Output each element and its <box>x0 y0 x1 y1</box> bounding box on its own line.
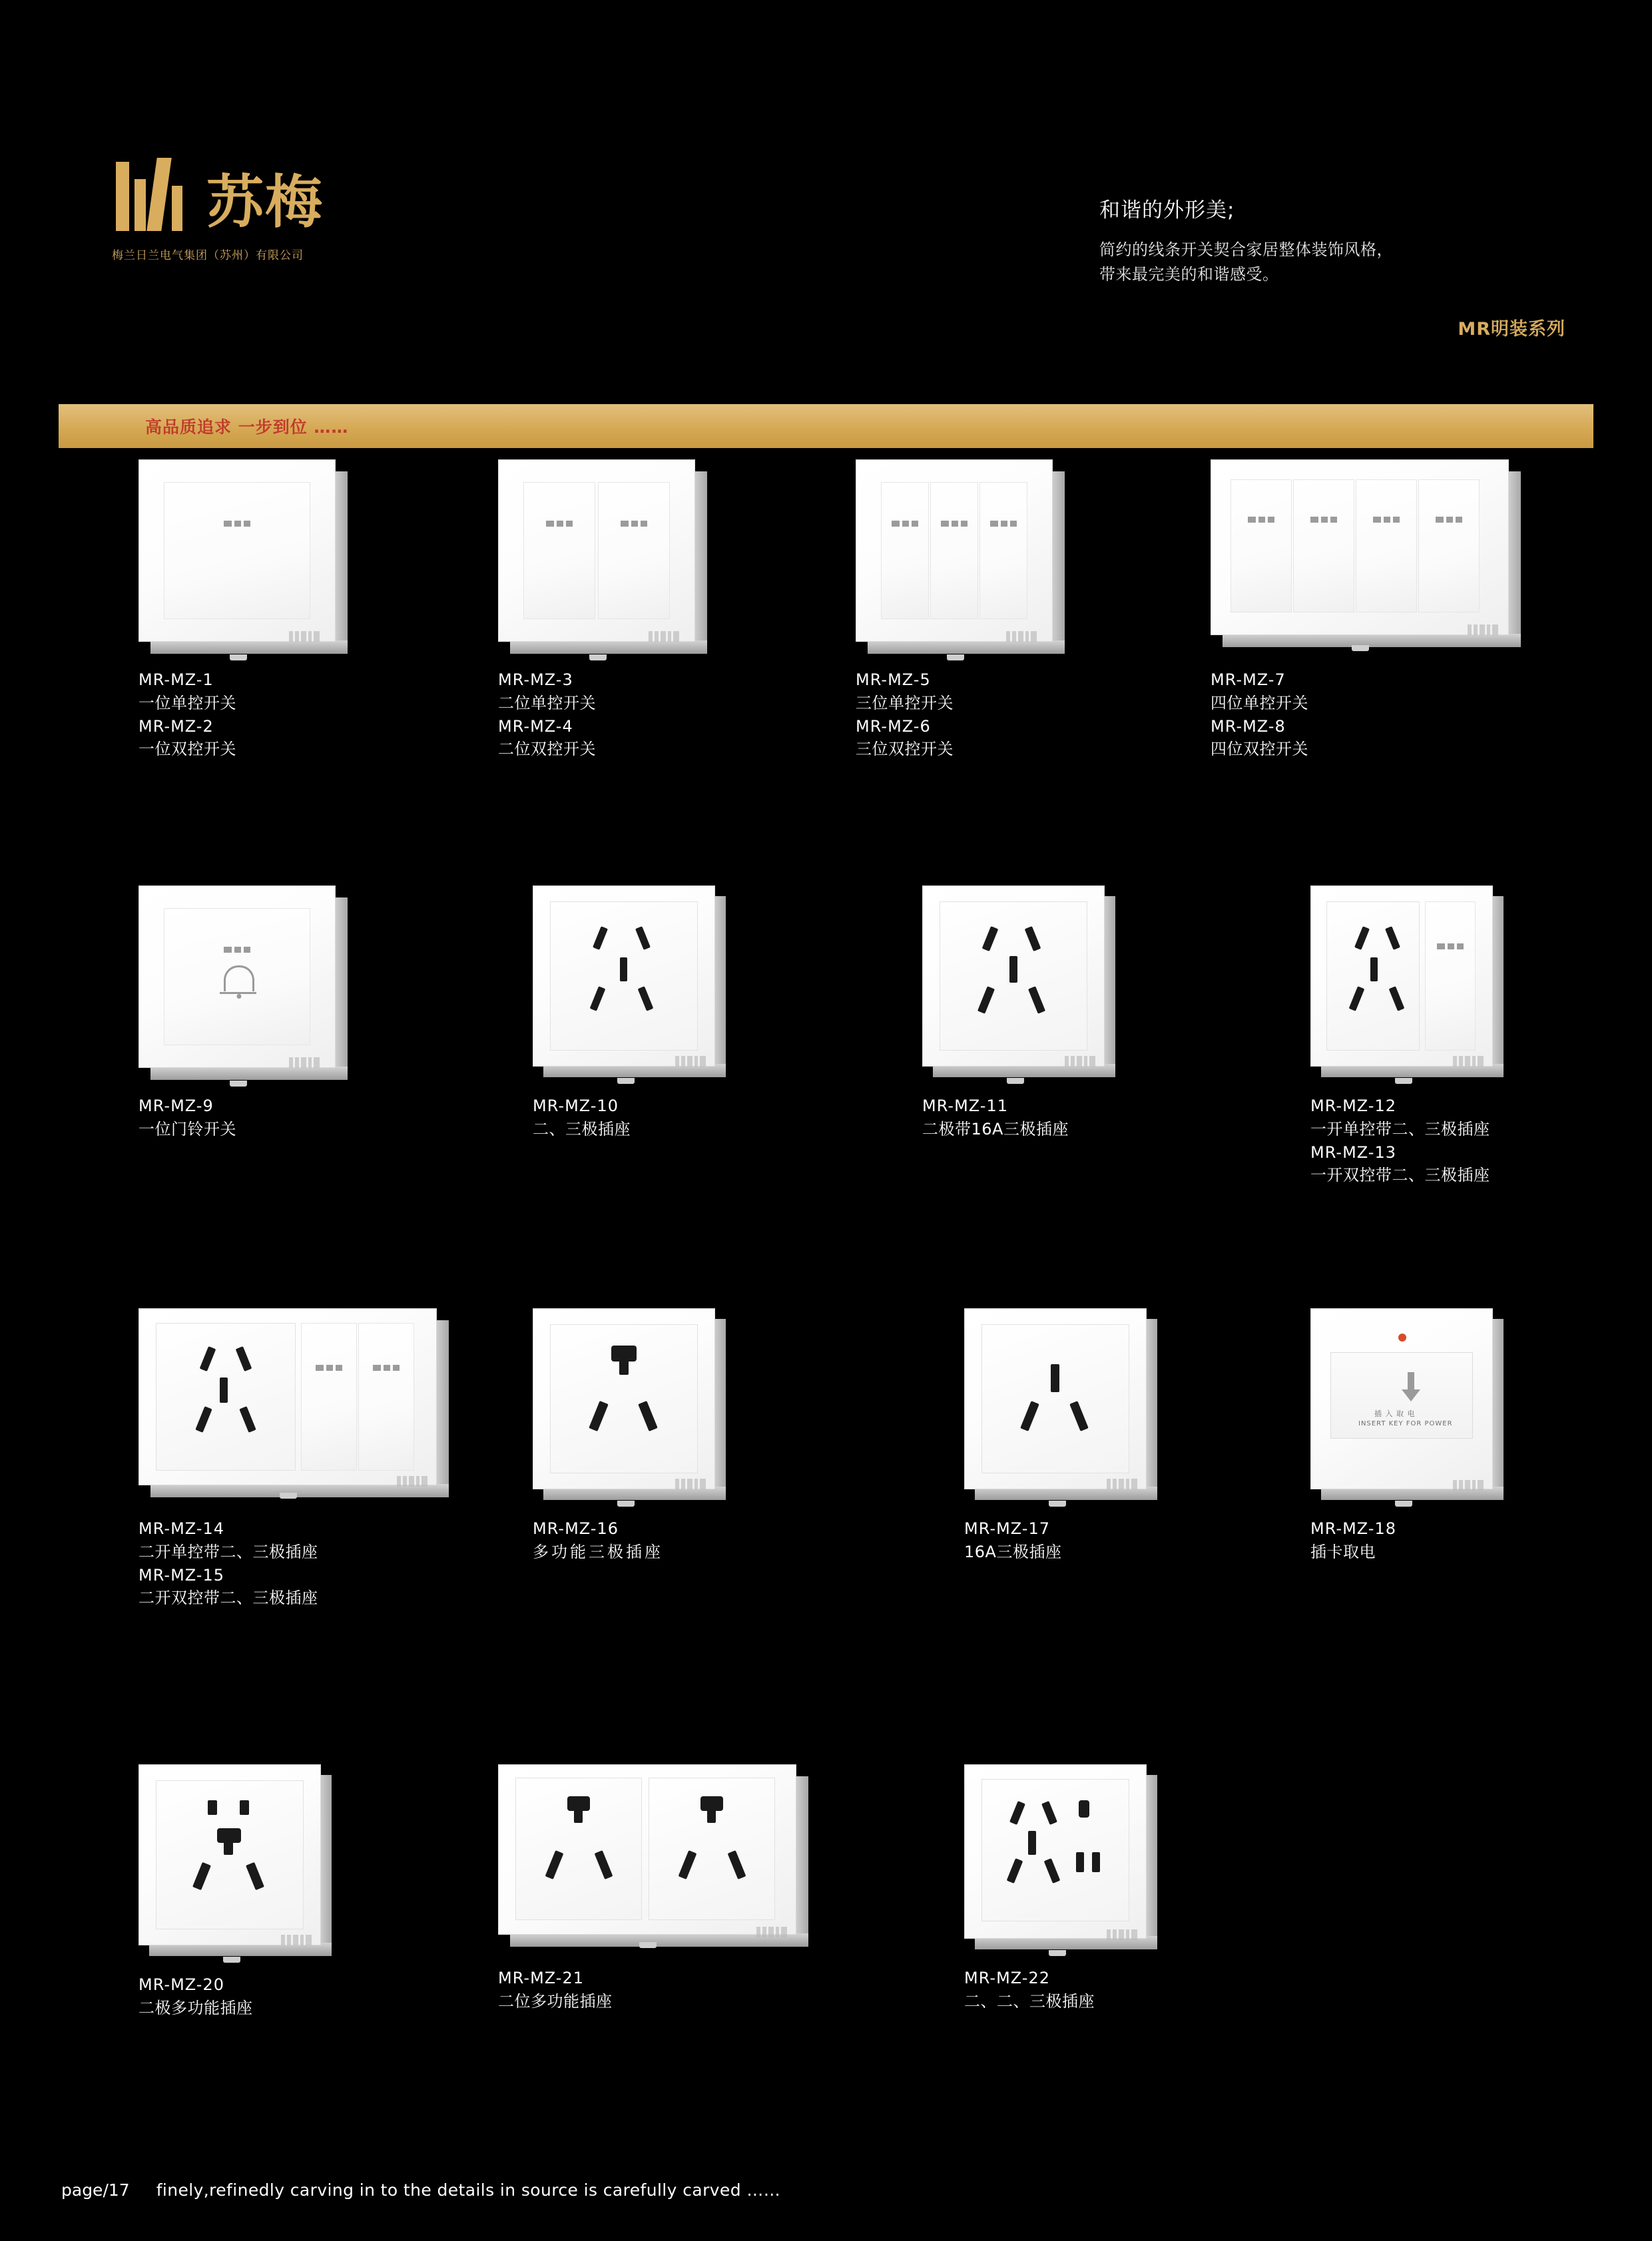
header-title: 和谐的外形美; <box>1099 198 1235 222</box>
model-desc: 一位门铃开关 <box>138 1119 236 1138</box>
product-caption <box>856 668 1069 761</box>
product-image <box>498 459 711 659</box>
footer-tagline: finely,refinedly carving in to the details in source is carefully carved …… <box>156 2180 781 2200</box>
model-code: MR-MZ-6 <box>856 716 931 736</box>
model-code: MR-MZ-3 <box>498 670 573 689</box>
product-row-1 <box>0 459 1652 885</box>
model-desc: 二位单控开关 <box>498 693 596 712</box>
product-caption <box>138 1973 338 2020</box>
product-card[interactable] <box>856 459 1069 761</box>
product-caption <box>964 1517 1164 1564</box>
product-card[interactable] <box>964 1764 1164 2013</box>
model-desc: 多功能三极插座 <box>533 1542 663 1561</box>
product-card[interactable] <box>533 1308 732 1564</box>
product-image <box>138 1764 338 1964</box>
product-card[interactable] <box>498 459 711 761</box>
product-caption <box>138 668 352 761</box>
product-caption <box>1310 1517 1510 1564</box>
product-image <box>922 885 1122 1085</box>
series-label: MR明装系列 <box>1458 319 1565 340</box>
product-image <box>1310 885 1510 1085</box>
product-card[interactable] <box>964 1308 1164 1564</box>
model-code: MR-MZ-22 <box>964 1969 1050 1987</box>
header-copy <box>1099 193 1565 287</box>
model-code: MR-MZ-15 <box>138 1565 224 1585</box>
product-caption <box>964 1967 1164 2013</box>
product-image <box>138 459 352 659</box>
product-image <box>533 885 732 1085</box>
model-code: MR-MZ-8 <box>1211 716 1286 736</box>
model-code: MR-MZ-7 <box>1211 670 1286 689</box>
model-desc: 三位单控开关 <box>856 693 954 712</box>
model-desc: 二开双控带二、三极插座 <box>138 1589 318 1608</box>
model-desc: 二、三极插座 <box>533 1119 631 1138</box>
model-code: MR-MZ-13 <box>1310 1142 1396 1162</box>
product-caption <box>922 1095 1122 1141</box>
product-caption <box>533 1095 732 1141</box>
model-desc: 二极多功能插座 <box>138 1998 253 2017</box>
model-desc: 插卡取电 <box>1310 1542 1376 1561</box>
header-line-1: 简约的线条开关契合家居整体装饰风格， <box>1099 240 1393 259</box>
page-header <box>0 0 1652 386</box>
product-caption <box>533 1517 732 1564</box>
model-code: MR-MZ-18 <box>1310 1519 1396 1538</box>
product-card[interactable] <box>922 885 1122 1141</box>
product-image <box>138 885 352 1085</box>
product-card[interactable] <box>1310 1308 1510 1564</box>
product-card[interactable] <box>1310 885 1510 1187</box>
header-line-2: 带来最完美的和谐感受。 <box>1099 265 1279 284</box>
product-caption <box>498 1967 818 2013</box>
model-code: MR-MZ-20 <box>138 1975 224 1994</box>
model-code: MR-MZ-4 <box>498 716 573 736</box>
product-image <box>1310 1308 1510 1508</box>
product-caption <box>498 668 711 761</box>
model-desc: 一开单控带二、三极插座 <box>1310 1119 1490 1138</box>
model-code: MR-MZ-12 <box>1310 1097 1396 1115</box>
model-code: MR-MZ-1 <box>138 670 214 689</box>
model-code: MR-MZ-11 <box>922 1097 1008 1115</box>
product-card[interactable] <box>138 885 352 1141</box>
product-caption <box>138 1095 352 1141</box>
product-image <box>533 1308 732 1508</box>
slogan-bar <box>59 404 1593 448</box>
slogan-text: 高品质追求 一步到位 …… <box>145 417 349 437</box>
company-name: 梅兰日兰电气集团（苏州）有限公司 <box>112 249 304 262</box>
product-caption <box>138 1517 458 1610</box>
model-desc: 二极带16A三极插座 <box>922 1119 1069 1138</box>
product-image <box>964 1308 1164 1508</box>
model-code: MR-MZ-10 <box>533 1097 619 1115</box>
logo-mark-icon <box>112 156 192 234</box>
model-code: MR-MZ-21 <box>498 1969 584 1987</box>
model-desc: 二、二、三极插座 <box>964 1991 1095 2011</box>
product-card[interactable] <box>498 1764 818 2013</box>
page-footer <box>0 2115 1652 2241</box>
model-desc: 16A三极插座 <box>964 1542 1062 1561</box>
product-image <box>138 1308 458 1508</box>
product-caption <box>1211 668 1530 761</box>
product-caption <box>1310 1095 1510 1187</box>
product-row-3 <box>0 1308 1652 1748</box>
slot-label-en: INSERT KEY FOR POWER <box>1358 1420 1453 1427</box>
product-image <box>1211 459 1530 659</box>
brand-logo <box>112 156 458 262</box>
bell-icon <box>224 965 254 991</box>
product-card[interactable] <box>138 1764 338 2020</box>
product-card[interactable] <box>533 885 732 1141</box>
model-desc: 二位双控开关 <box>498 740 596 759</box>
model-code: MR-MZ-16 <box>533 1519 619 1538</box>
slot-label-cn: 插 入 取 电 <box>1374 1409 1416 1418</box>
model-desc: 四位单控开关 <box>1211 693 1308 712</box>
model-desc: 一开双控带二、三极插座 <box>1310 1166 1490 1185</box>
model-desc: 二开单控带二、三极插座 <box>138 1542 318 1561</box>
product-grid <box>0 459 1652 2017</box>
model-code: MR-MZ-14 <box>138 1519 224 1538</box>
model-code: MR-MZ-2 <box>138 716 214 736</box>
product-card[interactable] <box>1211 459 1530 761</box>
product-image <box>856 459 1069 659</box>
product-image <box>498 1764 818 1957</box>
model-code: MR-MZ-17 <box>964 1519 1050 1538</box>
product-card[interactable] <box>138 459 352 761</box>
page-number: page/17 <box>61 2180 130 2200</box>
product-row-2 <box>0 885 1652 1312</box>
model-desc: 二位多功能插座 <box>498 1991 613 2011</box>
model-code: MR-MZ-5 <box>856 670 931 689</box>
logo-text: 苏梅 <box>206 169 324 236</box>
product-image <box>964 1764 1164 1957</box>
product-card[interactable] <box>138 1308 458 1610</box>
model-desc: 三位双控开关 <box>856 740 954 759</box>
status-led <box>1398 1334 1406 1342</box>
model-code: MR-MZ-9 <box>138 1097 214 1115</box>
model-desc: 四位双控开关 <box>1211 740 1308 759</box>
model-desc: 一位单控开关 <box>138 693 236 712</box>
model-desc: 一位双控开关 <box>138 740 236 759</box>
